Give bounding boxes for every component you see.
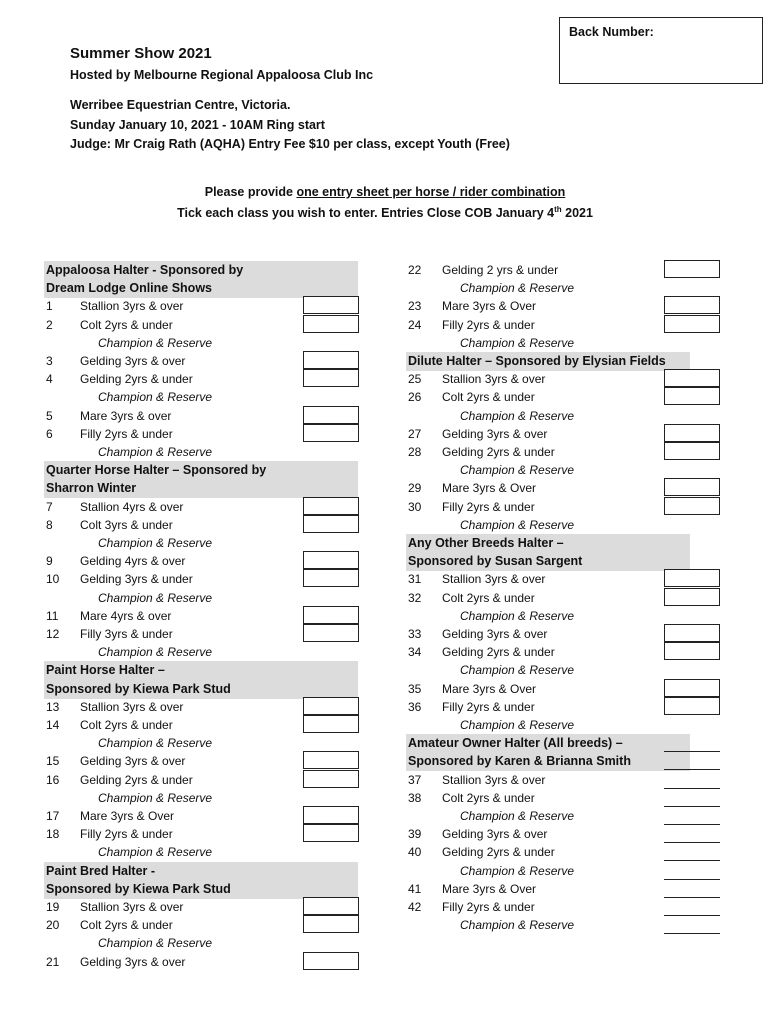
class-row: [408, 789, 658, 807]
class-label: Gelding 3yrs & over: [80, 954, 186, 969]
class-number: 6: [46, 426, 53, 441]
class-row: [408, 443, 658, 461]
entry-tick-box[interactable]: [664, 588, 720, 606]
class-number: 23: [408, 299, 422, 314]
entry-tick-box[interactable]: [303, 569, 359, 587]
class-number: 25: [408, 372, 422, 387]
champion-reserve-row: [46, 443, 366, 461]
class-number: 11: [46, 608, 59, 623]
class-label: Gelding 3yrs & under: [80, 572, 193, 587]
entry-tick-box[interactable]: [664, 424, 720, 442]
class-label: Colt 2yrs & under: [80, 718, 173, 732]
class-label: Mare 3yrs & Over: [80, 809, 175, 823]
class-number: 9: [46, 554, 53, 569]
class-label: Gelding 2yrs & under: [442, 445, 555, 459]
entry-line[interactable]: [664, 933, 720, 934]
entry-tick-box[interactable]: [664, 697, 720, 715]
champion-label: Champion & Reserve: [460, 809, 575, 823]
champion-reserve-row: [46, 789, 366, 807]
instruction-underlined: one entry sheet per horse / rider combination: [296, 185, 566, 199]
entry-line[interactable]: [664, 860, 720, 861]
class-label: Colt 2yrs & under: [442, 790, 535, 805]
champion-reserve-row: [408, 916, 658, 934]
class-row: [408, 589, 658, 607]
section-header: Amateur Owner Halter (All breeds) –: [406, 734, 690, 753]
section-header: Sharron Winter: [44, 479, 358, 498]
entry-tick-box[interactable]: [664, 569, 720, 587]
champion-reserve-row: [408, 607, 658, 625]
champion-label: Champion & Reserve: [98, 936, 213, 951]
class-row: [408, 261, 658, 279]
section-header: Sponsored by Kiewa Park Stud: [44, 880, 358, 899]
class-number: 28: [408, 445, 422, 459]
champion-reserve-row: [408, 407, 658, 425]
section-header: Sponsored by Karen & Brianna Smith: [406, 752, 690, 771]
champion-reserve-row: [46, 734, 366, 752]
champion-label: Champion & Reserve: [460, 863, 575, 878]
entry-line[interactable]: [664, 806, 720, 807]
class-number: 39: [408, 827, 422, 842]
class-row: [408, 771, 658, 789]
champion-label: Champion & Reserve: [98, 590, 213, 605]
entry-tick-box[interactable]: [664, 642, 720, 660]
entry-tick-box[interactable]: [303, 897, 359, 915]
class-row: [408, 898, 658, 916]
back-number-label: Back Number:: [569, 25, 654, 39]
class-number: 19: [46, 900, 60, 914]
class-label: Filly 3yrs & under: [80, 627, 173, 641]
champion-reserve-row: [46, 934, 366, 952]
champion-reserve-row: [46, 534, 366, 552]
class-label: Gelding 3yrs & over: [442, 426, 548, 441]
class-label: Filly 2yrs & under: [442, 317, 535, 332]
class-label: Filly 2yrs & under: [442, 699, 535, 714]
entry-tick-box[interactable]: [303, 424, 359, 442]
class-number: 8: [46, 517, 53, 532]
class-number: 5: [46, 408, 53, 423]
entry-tick-box[interactable]: [303, 624, 359, 642]
class-number: 24: [408, 317, 422, 332]
champion-label: Champion & Reserve: [460, 517, 575, 532]
class-row: [408, 680, 658, 698]
class-number: 33: [408, 627, 422, 641]
class-row: [408, 316, 658, 334]
class-number: 30: [408, 499, 422, 514]
class-row: [408, 498, 658, 516]
class-label: Stallion 3yrs & over: [80, 699, 184, 714]
class-label: Gelding 3yrs & over: [442, 627, 548, 641]
champion-label: Champion & Reserve: [98, 845, 213, 860]
class-number: 22: [408, 263, 422, 277]
class-label: Mare 4yrs & over: [80, 608, 172, 623]
class-number: 2: [46, 317, 53, 332]
champion-label: Champion & Reserve: [98, 445, 213, 459]
entry-tick-box[interactable]: [303, 406, 359, 424]
section-header: Paint Bred Halter -: [44, 862, 358, 881]
page-title: Summer Show 2021: [70, 45, 212, 62]
champion-label: Champion & Reserve: [98, 536, 213, 550]
champion-label: Champion & Reserve: [460, 663, 575, 678]
entry-tick-box[interactable]: [303, 515, 359, 533]
class-row: [408, 570, 658, 588]
champion-reserve-row: [408, 334, 658, 352]
class-number: 34: [408, 645, 422, 660]
class-label: Mare 3yrs & Over: [442, 881, 537, 896]
class-number: 29: [408, 481, 422, 496]
class-number: 7: [46, 499, 53, 514]
class-label: Gelding 2 yrs & under: [442, 263, 559, 277]
class-label: Stallion 4yrs & over: [80, 499, 184, 514]
class-row: [408, 388, 658, 406]
class-number: 15: [46, 754, 60, 769]
entry-tick-box[interactable]: [303, 952, 359, 970]
class-row: [408, 425, 658, 443]
champion-reserve-row: [408, 516, 658, 534]
entry-tick-box[interactable]: [664, 387, 720, 405]
champion-label: Champion & Reserve: [98, 335, 213, 350]
champion-label: Champion & Reserve: [460, 335, 575, 350]
date-line: Sunday January 10, 2021 - 10AM Ring start: [70, 118, 325, 132]
entry-tick-box[interactable]: [664, 497, 720, 515]
class-number: 4: [46, 372, 53, 387]
entry-tick-box[interactable]: [303, 369, 359, 387]
class-label: Stallion 3yrs & over: [442, 572, 546, 587]
class-row: [408, 698, 658, 716]
champion-reserve-row: [408, 461, 658, 479]
class-row: [408, 643, 658, 661]
judge-line: Judge: Mr Craig Rath (AQHA) Entry Fee $10 per class, except Youth (Free): [70, 137, 510, 151]
champion-label: Champion & Reserve: [460, 408, 575, 423]
entry-tick-box[interactable]: [303, 915, 359, 933]
class-number: 20: [46, 918, 60, 933]
class-number: 13: [46, 699, 60, 714]
class-number: 37: [408, 772, 422, 787]
class-label: Gelding 2yrs & under: [80, 372, 193, 387]
class-number: 41: [408, 881, 422, 896]
instruction-line-1: Please provide one entry sheet per horse / rider combination: [204, 185, 566, 199]
class-number: 26: [408, 390, 422, 405]
class-label: Gelding 4yrs & over: [80, 554, 186, 569]
entry-tick-box[interactable]: [303, 824, 359, 842]
section-header: Paint Horse Halter –: [44, 661, 358, 680]
class-number: 10: [46, 572, 60, 587]
class-number: 12: [46, 627, 60, 641]
class-label: Stallion 3yrs & over: [442, 772, 546, 787]
champion-reserve-row: [46, 643, 366, 661]
section-header: Sponsored by Kiewa Park Stud: [44, 680, 358, 699]
class-label: Stallion 3yrs & over: [80, 900, 184, 914]
class-number: 17: [46, 809, 60, 823]
class-label: Filly 2yrs & under: [442, 499, 535, 514]
class-label: Filly 2yrs & under: [80, 827, 173, 842]
class-row: [408, 370, 658, 388]
class-number: 31: [408, 572, 422, 587]
entry-line[interactable]: [664, 824, 720, 825]
class-label: Mare 3yrs & Over: [442, 481, 537, 496]
class-number: 18: [46, 827, 60, 842]
entry-tick-box[interactable]: [664, 315, 720, 333]
class-label: Mare 3yrs & Over: [442, 299, 537, 314]
class-number: 1: [46, 299, 53, 314]
champion-reserve-row: [408, 661, 658, 679]
section-header: Any Other Breeds Halter –: [406, 534, 690, 553]
class-number: 27: [408, 426, 422, 441]
class-label: Gelding 2yrs & under: [442, 845, 555, 860]
entry-line[interactable]: [664, 769, 720, 770]
champion-reserve-row: [46, 334, 366, 352]
class-label: Gelding 2yrs & under: [80, 772, 193, 787]
champion-label: Champion & Reserve: [98, 736, 213, 751]
class-label: Gelding 3yrs & over: [442, 827, 548, 842]
section-header: Dream Lodge Online Shows: [44, 279, 358, 298]
class-label: Filly 2yrs & under: [442, 900, 535, 914]
hosted-by: Hosted by Melbourne Regional Appaloosa Club Inc: [70, 68, 374, 82]
class-row: [408, 479, 658, 497]
class-label: Colt 2yrs & under: [442, 390, 535, 405]
champion-reserve-row: [408, 862, 658, 880]
class-number: 16: [46, 772, 60, 787]
entry-tick-box[interactable]: [664, 624, 720, 642]
instruction-line-2: Tick each class you wish to enter. Entries Close COB January 4th 2021: [177, 205, 593, 221]
entry-line[interactable]: [664, 897, 720, 898]
entry-tick-box[interactable]: [664, 296, 720, 314]
class-label: Gelding 3yrs & over: [80, 354, 186, 368]
class-label: Stallion 3yrs & over: [442, 372, 546, 387]
class-number: 14: [46, 718, 60, 732]
class-label: Filly 2yrs & under: [80, 426, 173, 441]
class-row: [408, 625, 658, 643]
champion-label: Champion & Reserve: [460, 463, 575, 478]
class-label: Mare 3yrs & over: [80, 408, 172, 423]
entry-tick-box[interactable]: [303, 551, 359, 569]
entry-tick-box[interactable]: [303, 697, 359, 715]
class-label: Colt 2yrs & under: [80, 918, 173, 933]
class-label: Colt 3yrs & under: [80, 517, 173, 532]
entry-tick-box[interactable]: [664, 369, 720, 387]
entry-tick-box[interactable]: [303, 351, 359, 369]
entry-tick-box[interactable]: [664, 260, 720, 278]
champion-label: Champion & Reserve: [460, 918, 575, 933]
back-number-box[interactable]: [559, 17, 763, 84]
class-row: [408, 880, 658, 898]
class-number: 38: [408, 790, 422, 805]
class-number: 40: [408, 845, 422, 860]
section-header: Quarter Horse Halter – Sponsored by: [44, 461, 358, 480]
class-number: 35: [408, 681, 422, 696]
entry-tick-box[interactable]: [303, 715, 359, 733]
section-header: Dilute Halter – Sponsored by Elysian Fields: [406, 352, 690, 371]
class-row: [408, 825, 658, 843]
champion-reserve-row: [408, 807, 658, 825]
entry-line[interactable]: [664, 842, 720, 843]
champion-label: Champion & Reserve: [98, 645, 213, 660]
champion-label: Champion & Reserve: [460, 608, 575, 623]
entry-tick-box[interactable]: [303, 806, 359, 824]
champion-label: Champion & Reserve: [460, 718, 575, 732]
entry-tick-box[interactable]: [303, 770, 359, 788]
class-number: 42: [408, 900, 422, 914]
entry-line[interactable]: [664, 915, 720, 916]
entry-tick-box[interactable]: [664, 442, 720, 460]
class-label: Mare 3yrs & Over: [442, 681, 537, 696]
champion-label: Champion & Reserve: [98, 790, 213, 805]
champion-label: Champion & Reserve: [460, 281, 575, 296]
champion-reserve-row: [46, 843, 366, 861]
class-row: [408, 297, 658, 315]
class-number: 3: [46, 354, 53, 368]
section-header: Appaloosa Halter - Sponsored by: [44, 261, 358, 280]
venue: Werribee Equestrian Centre, Victoria.: [70, 98, 291, 112]
champion-reserve-row: [408, 279, 658, 297]
champion-reserve-row: [46, 589, 366, 607]
entry-tick-box[interactable]: [664, 478, 720, 496]
class-number: 21: [46, 954, 60, 969]
champion-reserve-row: [46, 388, 366, 406]
class-label: Stallion 3yrs & over: [80, 299, 184, 314]
entry-tick-box[interactable]: [303, 296, 359, 314]
class-row: [408, 843, 658, 861]
class-label: Colt 2yrs & under: [80, 317, 173, 332]
champion-label: Champion & Reserve: [98, 390, 213, 405]
entry-tick-box[interactable]: [664, 679, 720, 697]
entry-line[interactable]: [664, 788, 720, 789]
entry-tick-box[interactable]: [303, 606, 359, 624]
champion-reserve-row: [408, 716, 658, 734]
section-header: Sponsored by Susan Sargent: [406, 552, 690, 571]
class-label: Colt 2yrs & under: [442, 590, 535, 605]
entry-tick-box[interactable]: [303, 751, 359, 769]
class-number: 36: [408, 699, 422, 714]
class-label: Gelding 3yrs & over: [80, 754, 186, 769]
class-label: Gelding 2yrs & under: [442, 645, 555, 660]
class-number: 32: [408, 590, 422, 605]
entry-tick-box[interactable]: [303, 315, 359, 333]
entry-line[interactable]: [664, 879, 720, 880]
entry-tick-box[interactable]: [303, 497, 359, 515]
